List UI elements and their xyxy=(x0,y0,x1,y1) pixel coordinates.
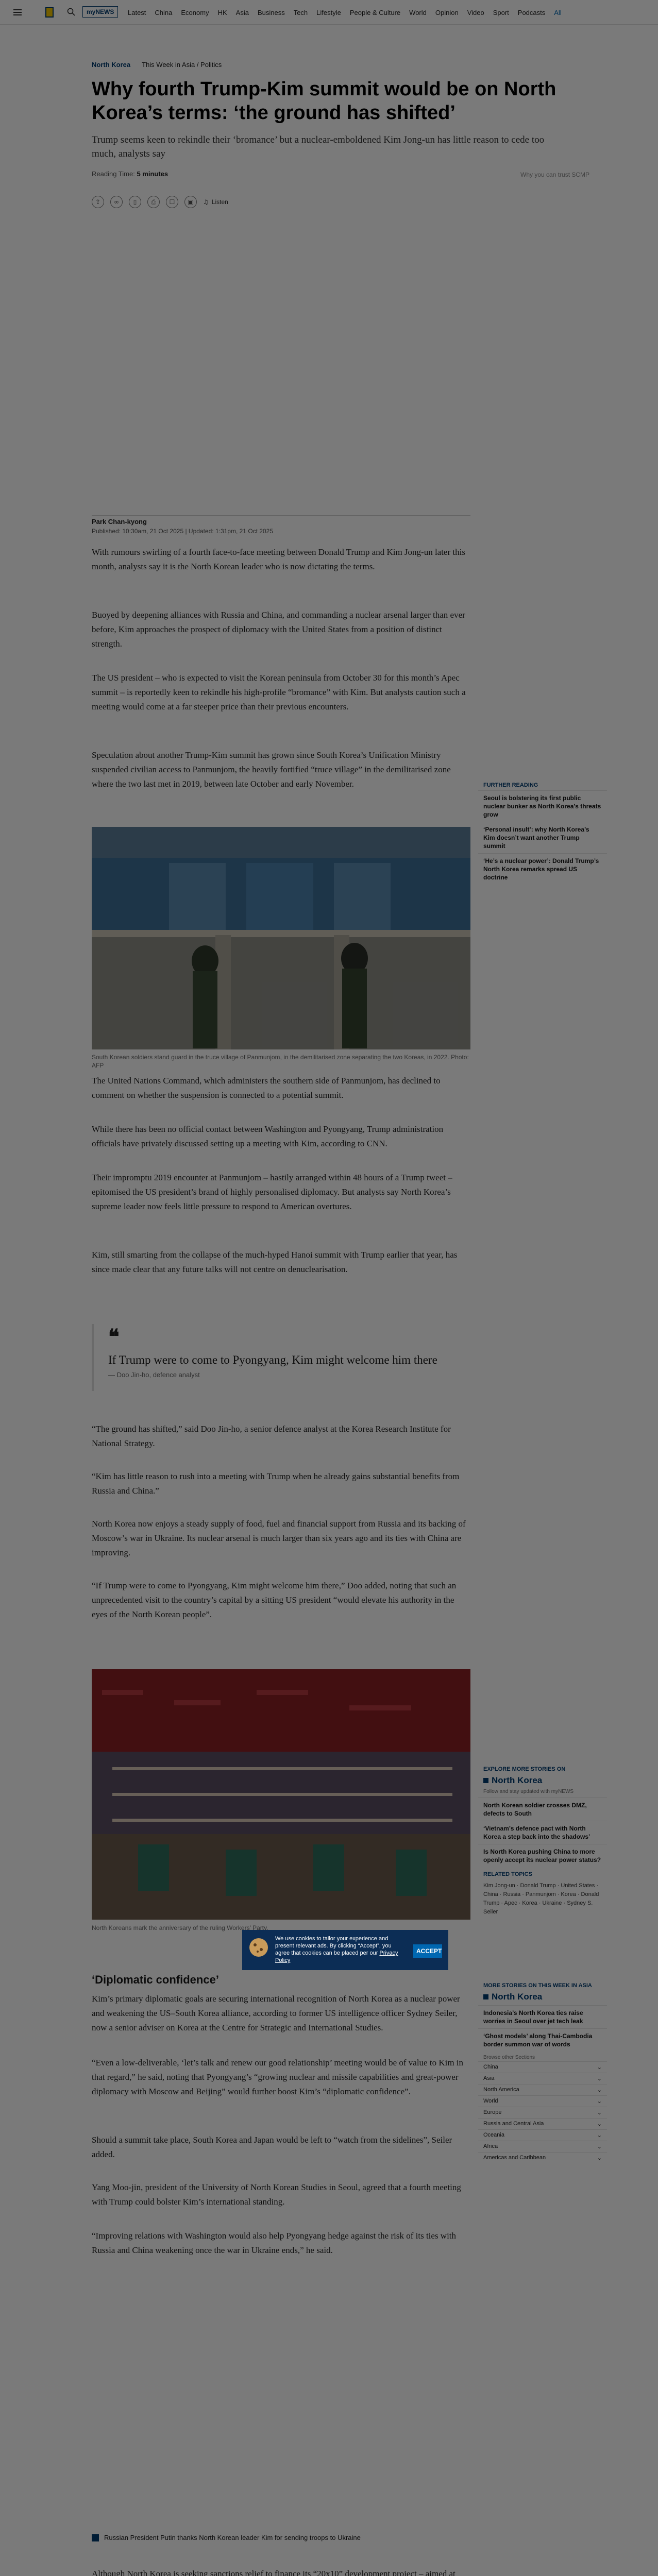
cookie-banner xyxy=(242,1930,448,1970)
privacy-policy-link[interactable]: Privacy Policy xyxy=(275,1950,398,1963)
cookie-icon xyxy=(247,1936,270,1959)
accept-cookies-button[interactable]: ACCEPT xyxy=(413,1944,442,1958)
cookie-text: We use cookies to tailor your experience and present relevant ads. By clicking “Accept”, you agree that cookies can be placed per our Privacy Policy xyxy=(275,1936,398,1963)
